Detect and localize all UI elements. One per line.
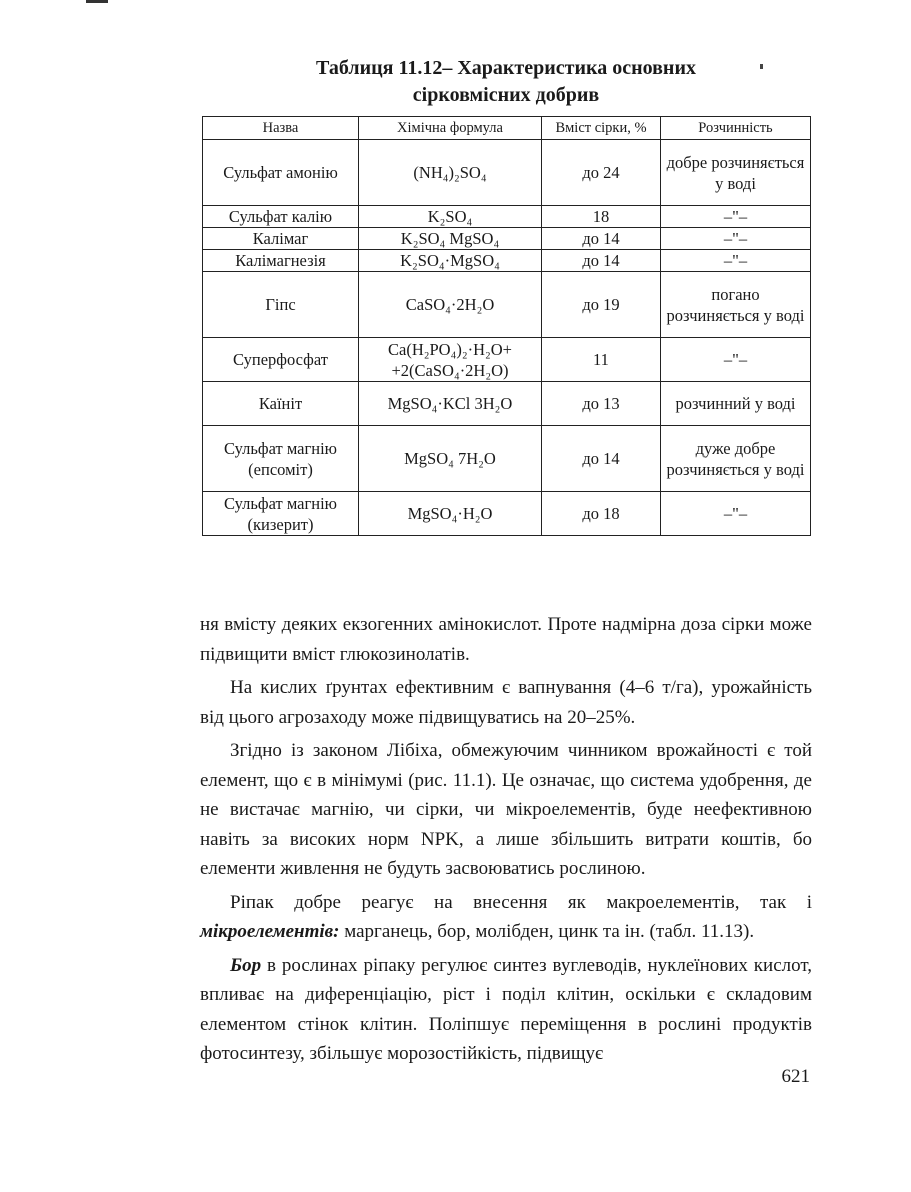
term-microelements: мікроелементів: (200, 921, 340, 942)
cell-solubility: –"– (661, 228, 811, 250)
paragraph-liming: На кислих ґрунтах ефективним є вапнування (4–6 т/га), урожайність від цього агрозаходу може підвищуватись на 20–25%. (200, 677, 812, 728)
cell-formula: K₂SO₄·MgSO₄ (359, 250, 542, 272)
caption-line-1: Таблиця 11.12– Характеристика основних (316, 57, 696, 79)
cell-name: Калімаг (203, 228, 359, 250)
cell-name: Суперфосфат (203, 338, 359, 382)
cell-solubility: дуже добре розчиняється у воді (661, 426, 811, 492)
cell-solubility: –"– (661, 250, 811, 272)
p4-end: марганець, бор, молібден, цинк та ін. (табл. 11.13). (339, 921, 755, 942)
table-row (203, 382, 811, 426)
paragraph-boron (200, 951, 812, 1069)
cell-sulfur: до 24 (542, 140, 661, 206)
term-boron: Бор (230, 954, 262, 976)
cell-solubility: добре розчиняється у воді (661, 140, 811, 206)
table-caption (200, 55, 812, 109)
cell-solubility: розчинний у воді (661, 382, 811, 426)
header-solubility: Розчинність (661, 117, 811, 140)
cell-name: Сульфат калію (203, 206, 359, 228)
table-header-row (203, 117, 811, 140)
cell-sulfur: до 14 (542, 250, 661, 272)
table-row (203, 272, 811, 338)
table-row (203, 140, 811, 206)
table-row (203, 228, 811, 250)
cell-formula: (NH₄)₂SO₄ (359, 140, 542, 206)
cell-solubility: –"– (661, 338, 811, 382)
cell-name: Сульфат амонію (203, 140, 359, 206)
cell-name: Калімагнезія (203, 250, 359, 272)
header-formula: Хімічна формула (359, 117, 542, 140)
cell-sulfur: 11 (542, 338, 661, 382)
scan-mark (86, 0, 108, 3)
cell-solubility: погано розчиняється у воді (661, 272, 811, 338)
header-sulfur: Вміст сірки, % (542, 117, 661, 140)
cell-formula: CaSO₄·2H₂O (359, 272, 542, 338)
cell-formula: Ca(H₂PO₄)₂·H₂O+ +2(CaSO₄·2H₂O) (359, 338, 542, 382)
cell-sulfur: до 13 (542, 382, 661, 426)
table-row (203, 250, 811, 272)
cell-name: Каїніт (203, 382, 359, 426)
caption-line-2: сірковмісних добрив (412, 84, 600, 106)
paragraph-continuation: ня вмісту деяких екзогенних амінокислот. Проте надмірна доза сірки може підвищити вміст глюкозинолатів. (200, 614, 812, 665)
fertilizer-table (202, 116, 811, 536)
table-row (203, 426, 811, 492)
cell-sulfur: 18 (542, 206, 661, 228)
cell-solubility: –"– (661, 492, 811, 536)
cell-formula: K₂SO₄ (359, 206, 542, 228)
cell-sulfur: до 19 (542, 272, 661, 338)
cell-formula: K₂SO₄ MgSO₄ (359, 228, 542, 250)
header-name: Назва (203, 117, 359, 140)
p5-rest: в рослинах ріпаку регулює синтез вуглеводів, нуклеїнових кислот, впливає на диференціацію, ріст і поділ клітин, оскільки є складовим елементом стінок клітин. Поліпшує переміщення в рослині продуктів фотосинтезу, збільшує морозостійкість, підвищує (200, 954, 812, 1064)
paragraph-liebig-law: Згідно із законом Лібіха, обмежуючим чинником врожайності є той елемент, що є в мінімумі (рис. 11.1). Це означає, що система удобрення, де не вистачає магнію, чи сірки, чи мікроелементів, буде неефективною навіть за високих норм NPK, а лише збільшить витрати коштів, бо елементи живлення не будуть засвоюватись рослиною. (200, 740, 812, 879)
cell-solubility: –"– (661, 206, 811, 228)
cell-sulfur: до 14 (542, 426, 661, 492)
table-row (203, 206, 811, 228)
body-text (200, 610, 812, 1073)
table-row (203, 492, 811, 536)
cell-sulfur: до 14 (542, 228, 661, 250)
cell-sulfur: до 18 (542, 492, 661, 536)
cell-formula: MgSO₄ 7H₂O (359, 426, 542, 492)
cell-name: Сульфат магнію (епсоміт) (203, 426, 359, 492)
cell-name: Сульфат магнію (кизерит) (203, 492, 359, 536)
cell-name: Гіпс (203, 272, 359, 338)
cell-formula: MgSO₄·H₂O (359, 492, 542, 536)
table-row (203, 338, 811, 382)
cell-formula: MgSO₄·KCl 3H₂O (359, 382, 542, 426)
p4-start: Ріпак добре реагує на внесення як макроелементів, так і (230, 891, 812, 913)
paragraph-microelements (200, 888, 812, 947)
page-number: 621 (781, 1066, 810, 1087)
